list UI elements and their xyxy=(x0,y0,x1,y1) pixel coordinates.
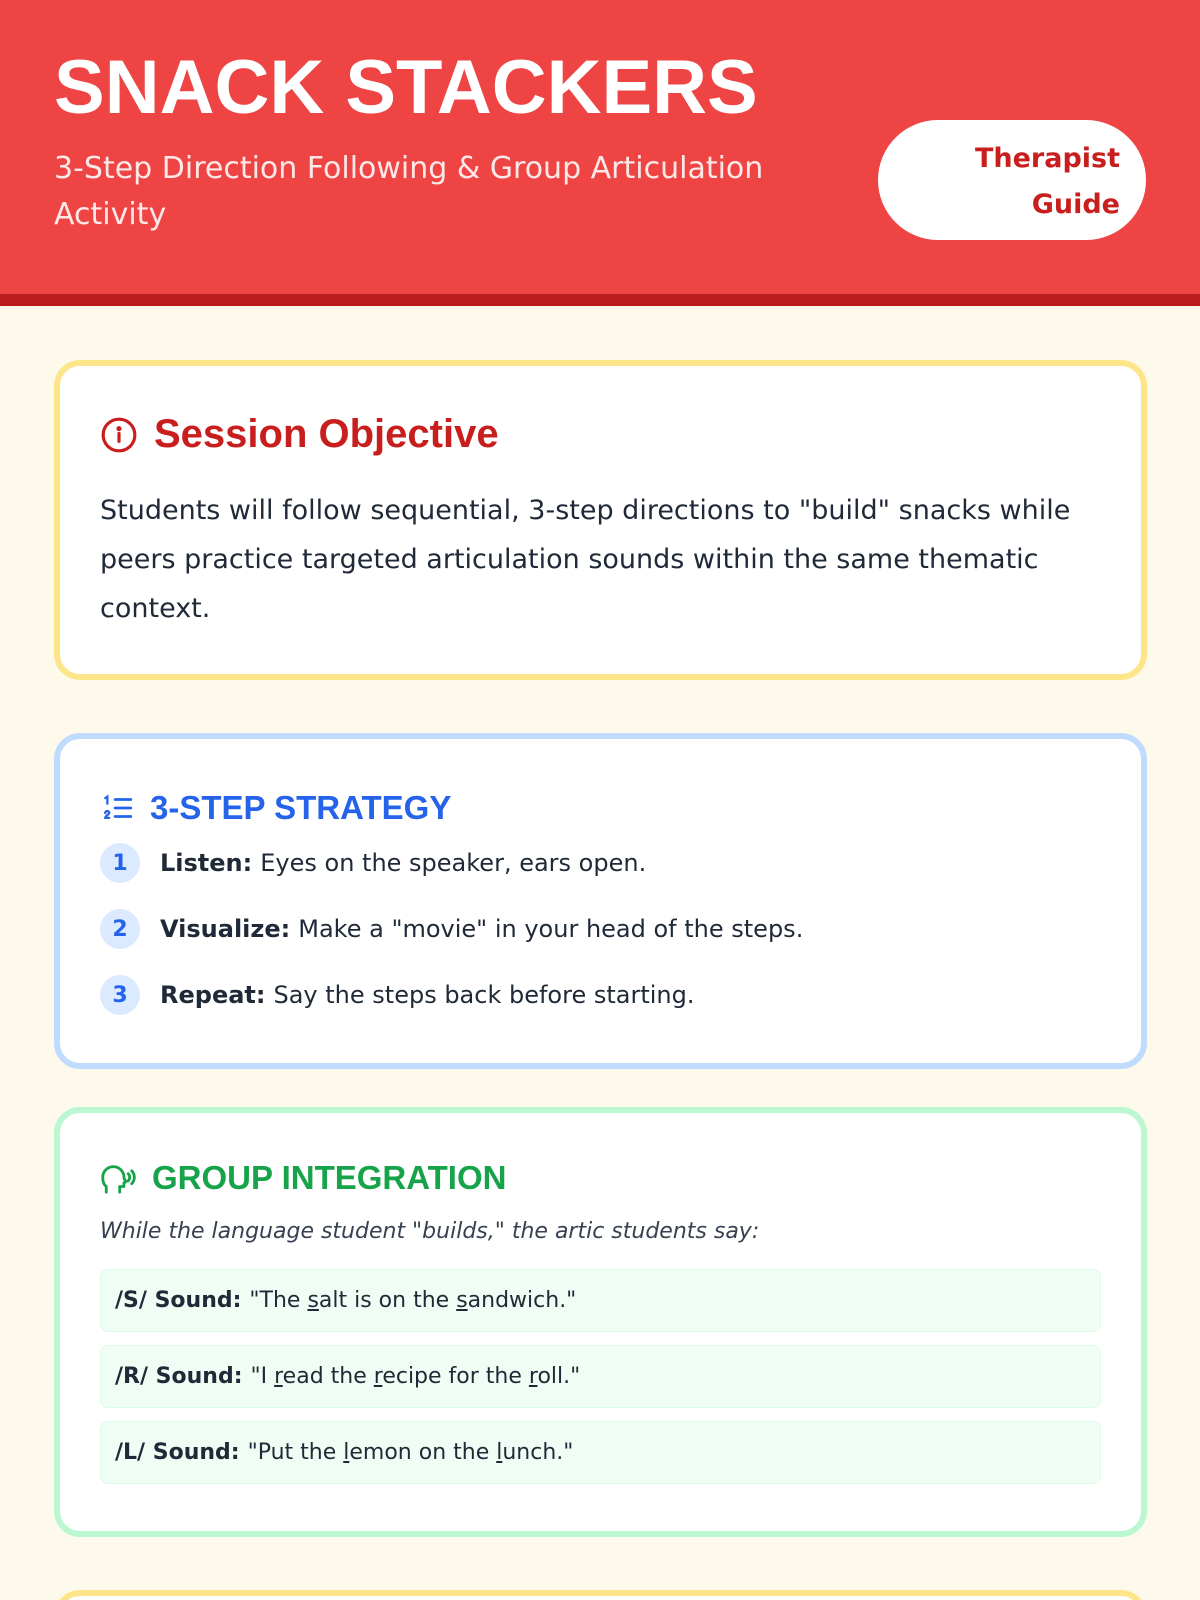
strategy-header xyxy=(100,789,451,827)
sound-label: /L/ Sound: xyxy=(115,1440,240,1465)
step-text: Eyes on the speaker, ears open. xyxy=(260,849,647,877)
speaking-head-icon xyxy=(100,1161,138,1195)
sound-label: /S/ Sound: xyxy=(115,1288,242,1313)
step-text: Make a "movie" in your head of the steps. xyxy=(298,915,804,943)
step-number-badge: 3 xyxy=(100,975,140,1015)
page-title: SNACK STACKERS xyxy=(54,45,758,130)
sound-sentence: "Put the lemon on the lunch." xyxy=(247,1440,574,1465)
numbered-list-icon xyxy=(100,791,136,825)
strategy-steps-list xyxy=(100,843,803,1041)
page-subtitle: 3-Step Direction Following & Group Articulation Activity xyxy=(54,151,764,232)
session-objective-header xyxy=(100,412,499,457)
step-number-badge: 1 xyxy=(100,843,140,883)
sound-sentence: "The salt is on the sandwich." xyxy=(249,1288,577,1313)
sound-label: /R/ Sound: xyxy=(115,1364,243,1389)
session-objective-heading: Session Objective xyxy=(154,412,499,456)
therapist-guide-badge xyxy=(878,120,1146,240)
step-label: Listen: xyxy=(160,849,253,877)
guide-badge-line1: Therapist xyxy=(974,143,1120,174)
strategy-step xyxy=(100,843,803,883)
strategy-step xyxy=(100,909,803,949)
group-integration-heading: GROUP INTEGRATION xyxy=(152,1159,507,1196)
articulation-sound-row xyxy=(100,1269,1101,1332)
step-label: Repeat: xyxy=(160,981,266,1009)
step-number-badge: 2 xyxy=(100,909,140,949)
articulation-sound-row xyxy=(100,1421,1101,1484)
sound-sentence: "I read the recipe for the roll." xyxy=(250,1364,581,1389)
strategy-card xyxy=(54,733,1147,1069)
step-text: Say the steps back before starting. xyxy=(273,981,695,1009)
guide-badge-line2: Guide xyxy=(1031,189,1120,220)
articulation-sound-list xyxy=(100,1269,1101,1497)
group-integration-card xyxy=(54,1107,1147,1537)
strategy-heading: 3-STEP STRATEGY xyxy=(150,789,452,826)
next-section-card xyxy=(54,1590,1147,1600)
articulation-sound-row xyxy=(100,1345,1101,1408)
session-objective-card xyxy=(54,360,1147,680)
group-integration-header xyxy=(100,1159,506,1197)
info-circle-icon xyxy=(100,416,138,454)
page-header xyxy=(0,0,1200,306)
session-objective-text: Students will follow sequential, 3-step directions to "build" snacks while peers practice targeted articulation sounds within the same thematic context. xyxy=(100,495,1071,624)
group-integration-intro: While the language student "builds," the artic students say: xyxy=(100,1219,760,1244)
step-label: Visualize: xyxy=(160,915,291,943)
strategy-step xyxy=(100,975,803,1015)
